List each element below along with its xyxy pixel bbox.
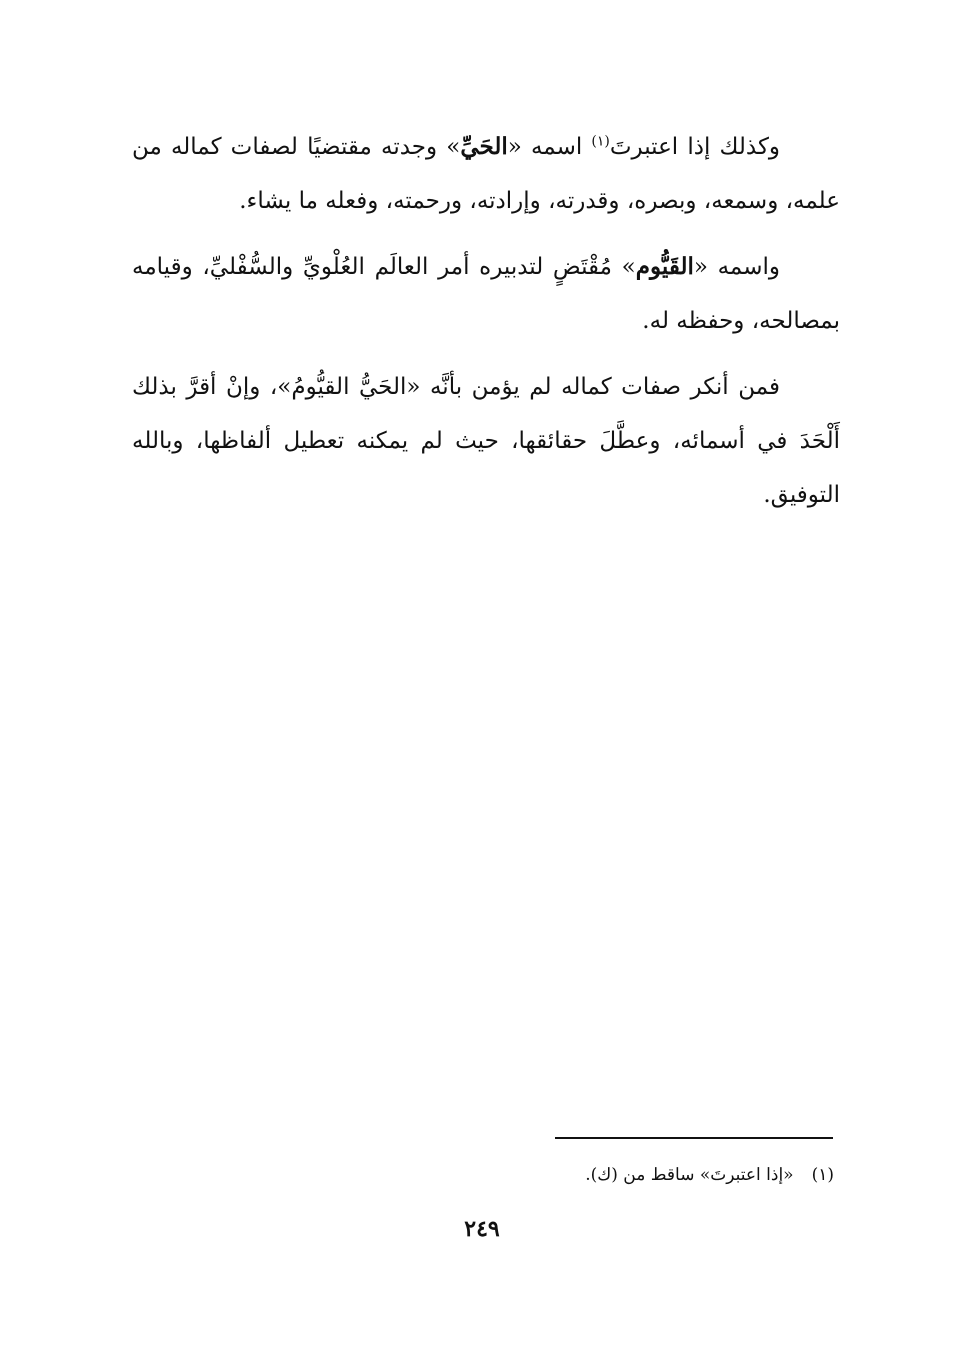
paragraph-3 bbox=[132, 360, 840, 522]
footnote-separator bbox=[555, 1137, 833, 1139]
footnote bbox=[585, 1160, 834, 1190]
footnote-number: (١) bbox=[811, 1165, 834, 1185]
paragraph-1 bbox=[132, 120, 840, 228]
footnote-text: «إذا اعتبرتَ» ساقط من (ك). bbox=[585, 1165, 794, 1185]
segment: وكذلك إذا اعتبرتَ bbox=[609, 134, 781, 160]
divine-name-al-qayyum: القَيُّوم bbox=[635, 253, 694, 280]
segment: اسمه « bbox=[507, 134, 592, 160]
segment: واسمه « bbox=[693, 254, 781, 280]
page-number: ٢٤٩ bbox=[464, 1216, 500, 1242]
paragraph-2 bbox=[132, 240, 840, 348]
main-text bbox=[132, 120, 840, 534]
segment: » وجدته مقتضيًا لصفات كماله من علمه، وسمعه، وبصره، وقدرته، وإرادته، ورحمته، وفعله ما يشاء. bbox=[132, 134, 840, 214]
divine-name-al-hayy: الحَيِّ bbox=[460, 133, 508, 160]
segment: فمن أنكر صفات كماله لم يؤمن بأنَّه «الحَيُّ القيُّومُ»، وإنْ أقرَّ بذلك أَلْحَدَ في أسمائه، وعطَّلَ حقائقها، حيث لم يمكنه تعطيل ألفاظها، وبالله التوفيق. bbox=[132, 374, 840, 508]
segment: » مُقْتَضٍ لتدبيره أمر العالَم العُلْويِّ والسُّفْليِّ، وقيامه بمصالحه، وحفظه له. bbox=[132, 254, 840, 334]
footnote-reference[interactable]: (١) bbox=[591, 133, 610, 150]
